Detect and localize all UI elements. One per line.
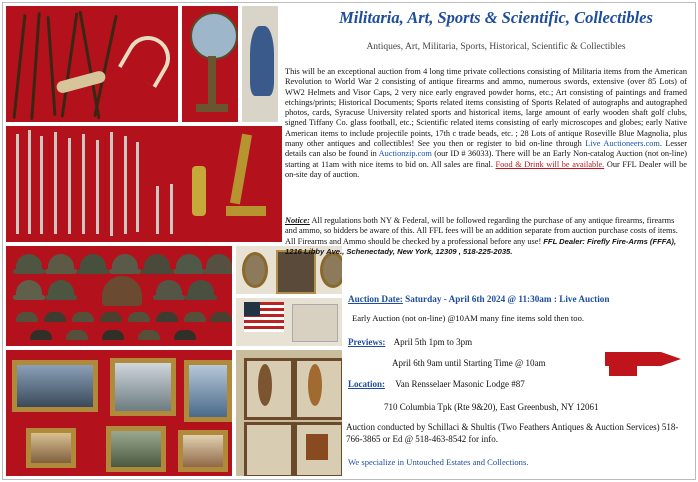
location-line-1: Van Rensselaer Masonic Lodge #87 <box>395 379 525 389</box>
specialize-tagline: We specialize in Untouched Estates and Collections. <box>348 457 529 467</box>
location-label: Location: <box>348 379 385 389</box>
description-paragraph <box>285 67 687 180</box>
liveauctioneers-link[interactable]: Live Auctioneers.com <box>585 139 660 149</box>
preview-2: April 6th 9am until Starting Time @ 10am <box>392 358 546 368</box>
photo-american-flag <box>234 296 344 348</box>
food-drink-notice: Food & Drink will be available. <box>495 159 605 169</box>
preview-1: April 5th 1pm to 3pm <box>393 337 473 347</box>
photo-vase <box>240 4 280 124</box>
photo-paintings <box>4 348 234 478</box>
auction-conducted-by: Auction conducted by Schillaci & Shultis (Two Feathers Antiques & Auction Services) 518-766-3865 or Ed @ 518-463-8542 for info. <box>346 422 679 444</box>
photo-helmets <box>4 244 234 348</box>
schillaci-shultis-logo <box>603 350 683 380</box>
early-auction-row: Early Auction (not on-line) @10AM many fine items sold then too. <box>352 313 585 323</box>
auction-date-label: Auction Date: <box>348 294 403 304</box>
notice-text: All regulations both NY & Federal, will be followed regarding the purchase of any antique firearms, firearms and ammo, so bidders be aware of this. All FFL fees will be an addition separate from auction purchase costs of items. All Firearms and Ammo should be checked by a professional before any use! <box>285 216 678 246</box>
photo-firearms <box>4 4 180 124</box>
photo-powder-horns <box>180 4 240 124</box>
description-main: This will be an exceptional auction from 4 long time private collections consisting of Militaria items from the American Revolution to World War 2 consisting of antique firearms and ammo, numerous swords, extensive (over 85 Lots) of WW2 Helmets and Visor Caps, 2 very nice early engraved powder horns, etc.; Art consisting of paintings and framed etchings/prints; Historical Documents; Sports related items consisting of Sports Related of autographs and autographed photos, cards, Syracuse University related sports and historical items, large amount of early wooden shaft golf clubs, signed Tiffany Co. glass football, etc.; Scientific related items consisting of early microscopes and globes; early Native American items to include projectile points, 17th c trade beads, etc. ; 28 Lots of antique Roseville Blue Magnolia, plus many other antiques and collectibles! See you then or register to bid on-line through <box>285 67 687 149</box>
photo-native-american-items <box>234 348 344 478</box>
page-subtitle: Antiques, Art, Militaria, Sports, Historical, Scientific & Collectibles <box>366 42 626 52</box>
auction-date-row <box>348 294 609 304</box>
notice-label: Notice: <box>285 216 310 225</box>
previews-label: Previews: <box>348 337 386 347</box>
description-tail: (our ID # 36033). There will be an Early Non-catalog Auction (not on-line) starting at 11am with nice items to bid on. All sales are final. <box>285 149 687 169</box>
logo-graphic <box>603 350 683 380</box>
description-mid: . Lesser details can also be found in <box>285 139 687 159</box>
location-row <box>348 379 525 389</box>
ffl-dealer-info: FFL Dealer: Firefly Fire-Arms (FFFA), 1216 Libby Ave., Schenectady, New York, 12309 , 518-225-2035. <box>285 236 677 256</box>
notice-paragraph <box>285 216 687 257</box>
page-title: Militaria, Art, Sports & Scientific, Collectibles <box>339 8 653 27</box>
auction-date-value: Saturday - April 6th 2024 @ 11:30am : Live Auction <box>405 294 610 304</box>
previews-row <box>348 337 472 347</box>
description-end: Our FFL Dealer will be on-site day of auction. <box>285 159 687 179</box>
location-line-2: 710 Columbia Tpk (Rte 9&20), East Greenbush, NY 12061 <box>384 402 599 412</box>
photo-swords-microscopes <box>4 124 284 244</box>
auctionzip-link[interactable]: Auctionzip.com <box>378 149 432 159</box>
